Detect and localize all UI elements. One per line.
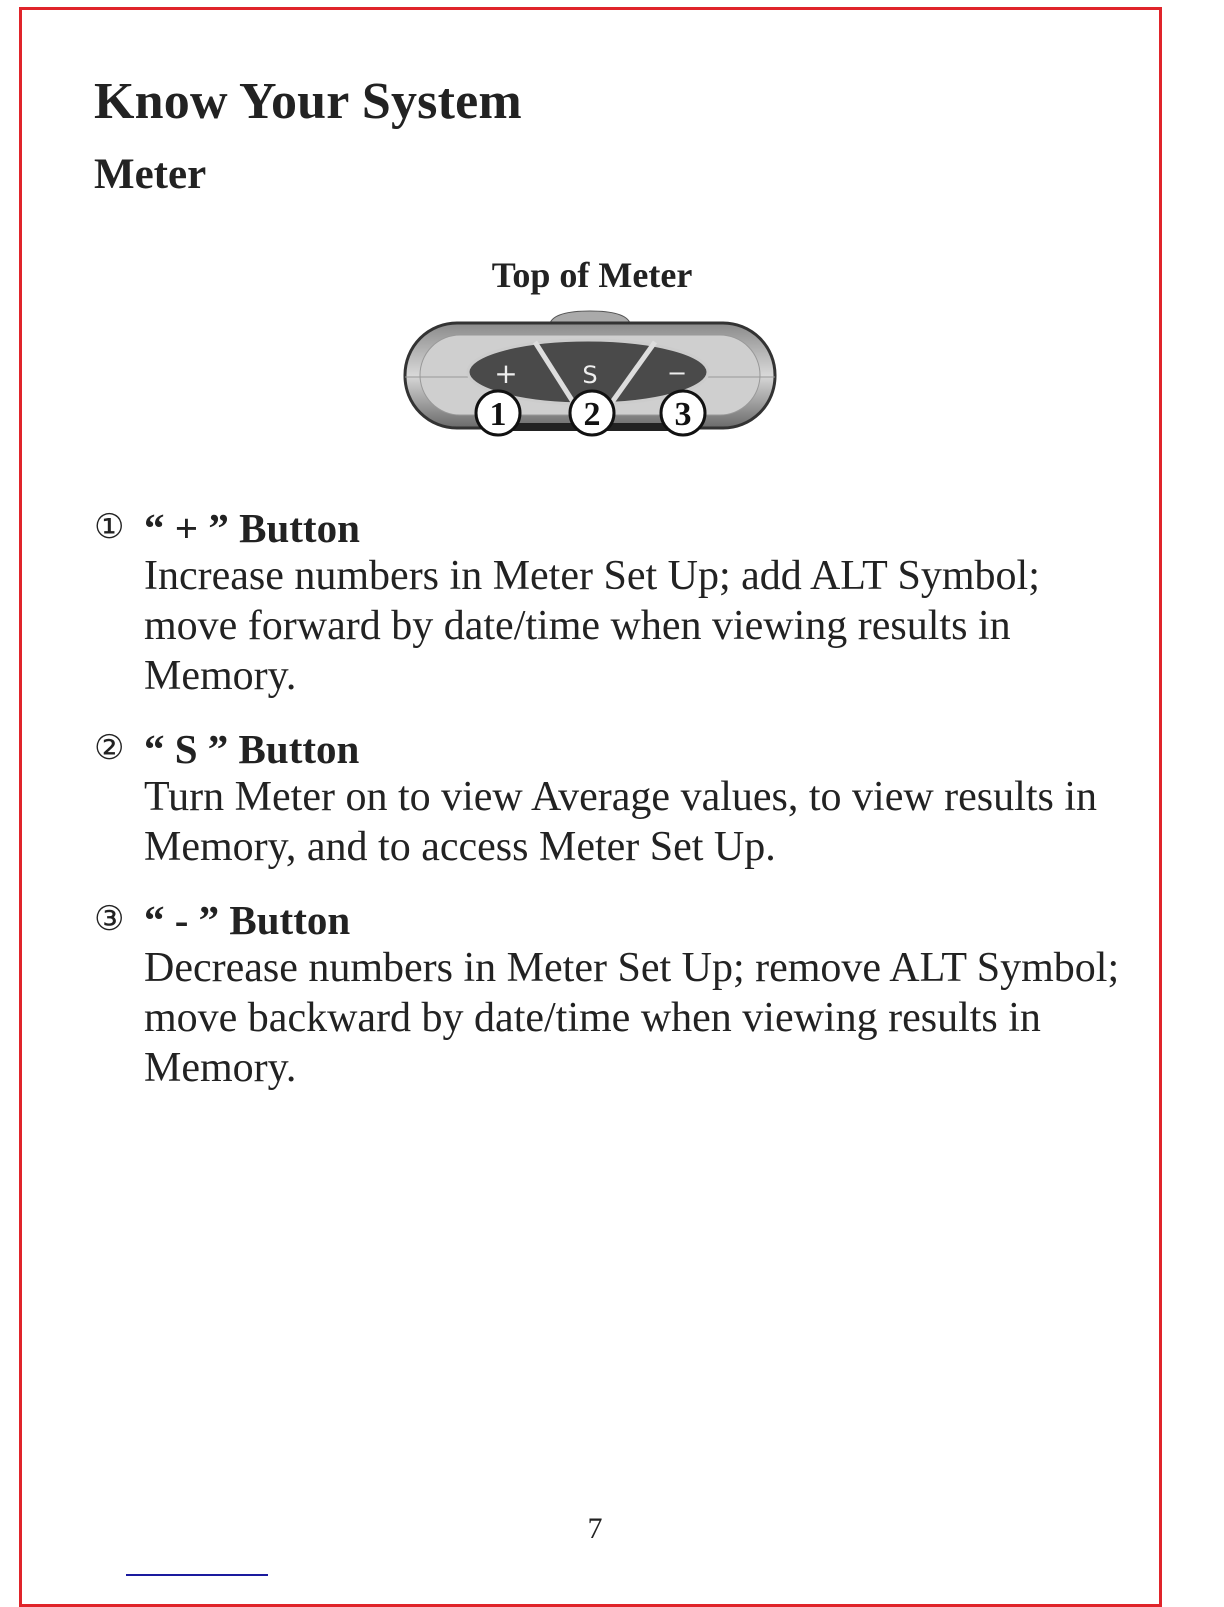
callout-2: 2 — [583, 396, 601, 433]
item-title: “ S ” Button — [144, 726, 360, 772]
item-number: ③ — [94, 901, 125, 938]
item-plus-button — [94, 505, 1114, 701]
item-description: Increase numbers in Meter Set Up; add ALT Symbol; move forward by date/time when viewing results in Memory. — [144, 553, 1040, 699]
callout-3: 3 — [674, 396, 692, 433]
minus-button-glyph: − — [666, 359, 688, 387]
link-underline — [126, 1574, 268, 1576]
figure-caption: Top of Meter — [491, 255, 693, 295]
callout-1: 1 — [489, 396, 507, 433]
item-title: “ - ” Button — [144, 897, 351, 943]
page-number: 7 — [587, 1512, 603, 1545]
item-title: “ + ” Button — [144, 505, 360, 551]
item-s-button — [94, 726, 1114, 872]
item-description: Turn Meter on to view Average values, to view results in Memory, and to access Meter Set Up. — [144, 774, 1097, 870]
meter-top-illustration — [400, 305, 780, 440]
section-title: Meter — [94, 151, 207, 198]
plus-button-glyph: + — [494, 357, 518, 390]
page-title: Know Your System — [94, 73, 522, 130]
item-minus-button — [94, 897, 1144, 1093]
s-button-glyph: S — [582, 361, 598, 389]
item-number: ① — [94, 509, 125, 546]
item-description: Decrease numbers in Meter Set Up; remove ALT Symbol; move backward by date/time when viewing results in Memory. — [144, 945, 1120, 1091]
item-number: ② — [94, 730, 125, 767]
